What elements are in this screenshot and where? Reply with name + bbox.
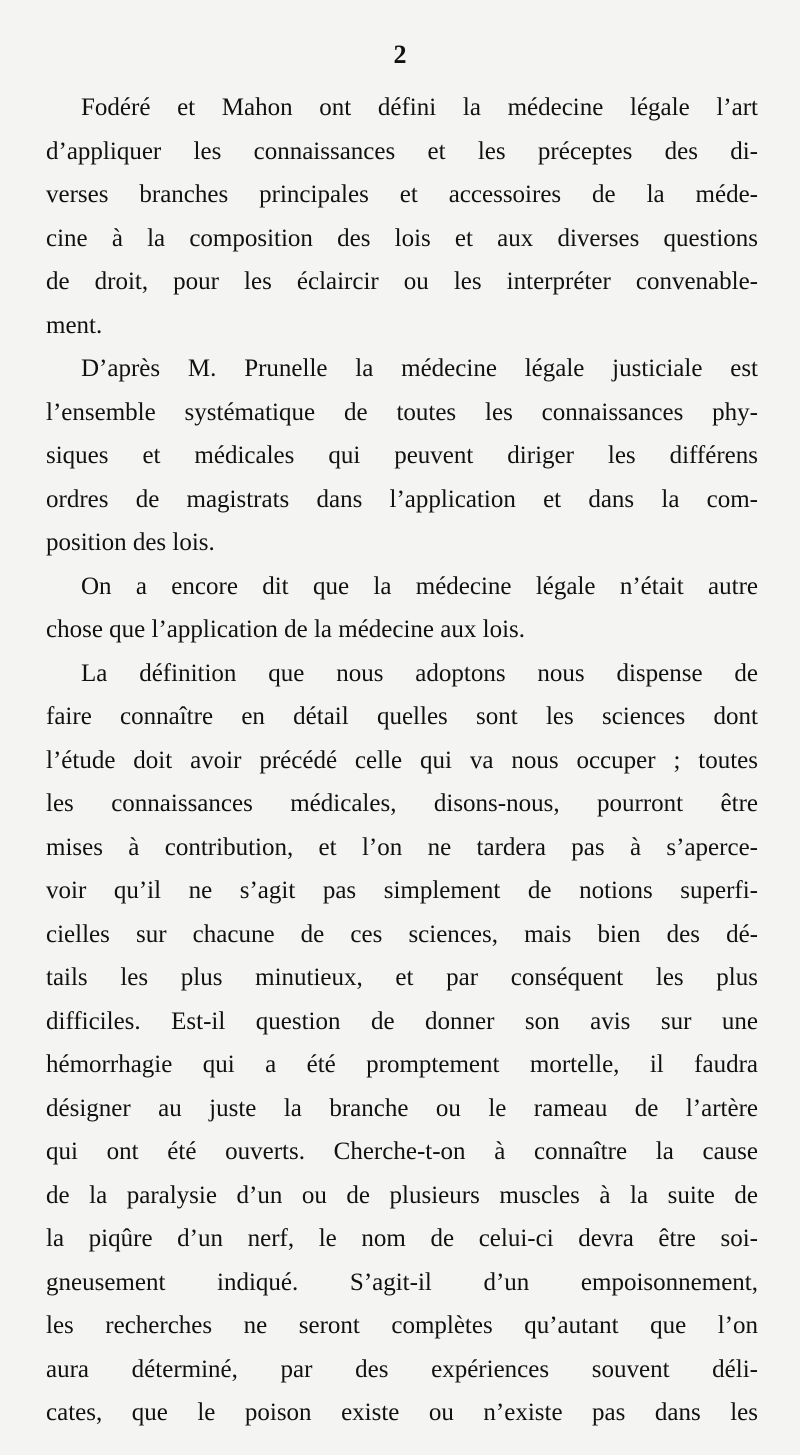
text-line: cielles sur chacune de ces sciences, mais bien des dé-: [46, 920, 758, 948]
text-line: d’appliquer les connaissances et les préceptes des di-: [46, 137, 758, 165]
text-line: mises à contribution, et l’on ne tardera pas à s’aperce-: [46, 833, 758, 861]
text-line: qui ont été ouverts. Cherche-t-on à connaître la cause: [46, 1138, 758, 1165]
text-line: de la paralysie d’un ou de plusieurs muscles à la suite de: [46, 1181, 758, 1209]
text-line: chose que l’application de la médecine aux lois.: [46, 616, 525, 643]
text-line: ordres de magistrats dans l’application et dans la com-: [46, 485, 758, 513]
text-line: tails les plus minutieux, et par conséquent les plus: [46, 964, 758, 991]
text-line: siques et médicales qui peuvent diriger les différens: [46, 442, 758, 469]
text-line: difficiles. Est-il question de donner son avis sur une: [46, 1007, 758, 1035]
text-line: de droit, pour les éclaircir ou les interpréter convenable-: [46, 268, 758, 295]
text-line: cates, que le poison existe ou n’existe pas dans les: [46, 1399, 758, 1426]
text-line: les connaissances médicales, disons-nous, pourront être: [46, 790, 758, 817]
text-line: l’étude doit avoir précédé celle qui va nous occuper ; toutes: [46, 746, 758, 774]
text-line: voir qu’il ne s’agit pas simplement de notions superfi-: [46, 877, 758, 904]
text-line: verses branches principales et accessoires de la méde-: [46, 181, 758, 208]
text-line: cine à la composition des lois et aux diverses questions: [46, 224, 758, 252]
text-line: faire connaître en détail quelles sont les sciences dont: [46, 703, 758, 730]
text-line: gneusement indiqué. S’agit-il d’un empoisonnement,: [46, 1268, 758, 1296]
text-line: position des lois.: [46, 529, 215, 556]
text-line: la piqûre d’un nerf, le nom de celui-ci devra être soi-: [46, 1225, 758, 1252]
body-text: [46, 86, 758, 1435]
text-line: désigner au juste la branche ou le rameau de l’artère: [46, 1094, 758, 1122]
text-line: D’après M. Prunelle la médecine légale justiciale est: [81, 355, 758, 382]
text-line: On a encore dit que la médecine légale n’était autre: [81, 572, 758, 600]
text-line: La définition que nous adoptons nous dispense de: [81, 659, 758, 687]
text-line: les recherches ne seront complètes qu’autant que l’on: [46, 1312, 758, 1339]
page-number: 2: [393, 40, 407, 69]
text-line: aura déterminé, par des expériences souvent déli-: [46, 1355, 758, 1383]
text-line: Fodéré et Mahon ont défini la médecine légale l’art: [81, 94, 758, 121]
text-line: hémorrhagie qui a été promptement mortelle, il faudra: [46, 1051, 758, 1078]
text-line: ment.: [46, 311, 103, 339]
text-line: l’ensemble systématique de toutes les connaissances phy-: [46, 398, 758, 426]
